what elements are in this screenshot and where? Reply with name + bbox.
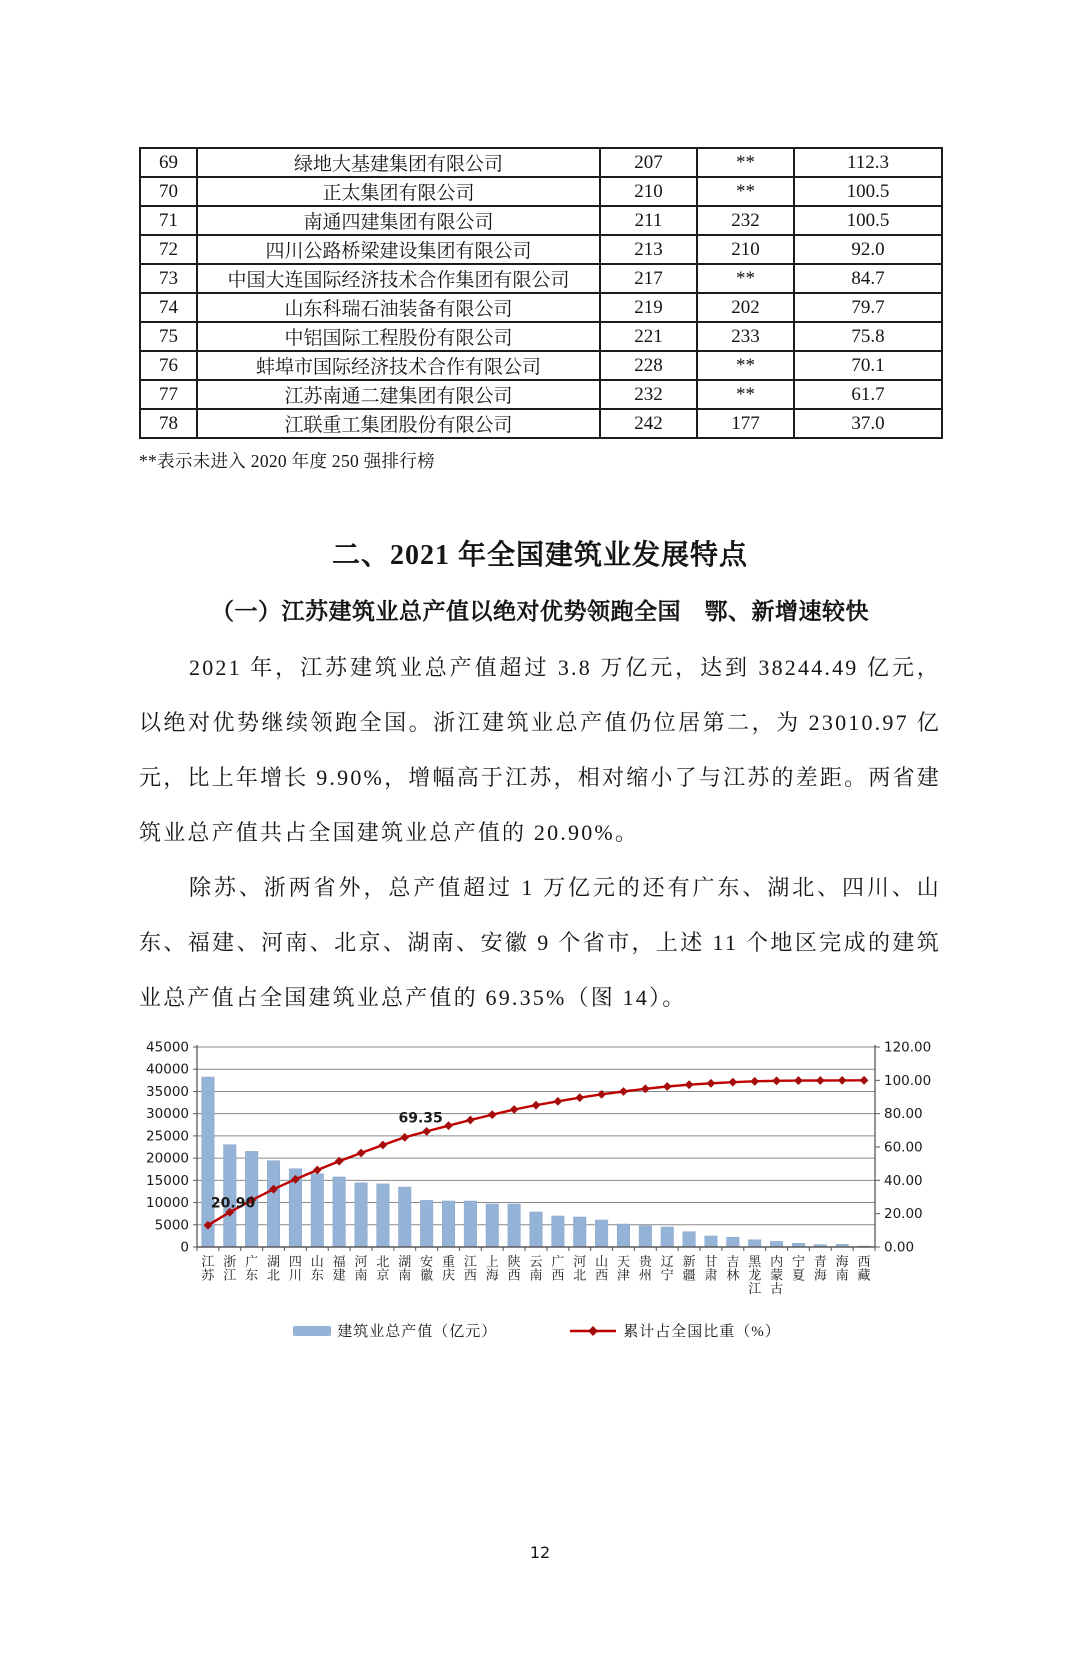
table-row [140, 177, 942, 206]
x-axis-category-label: 山西 [595, 1254, 609, 1283]
document-page [0, 147, 1080, 1674]
x-axis-category-label: 广西 [551, 1254, 565, 1283]
legend-item-bar-series [293, 1320, 497, 1341]
table-row [140, 264, 942, 293]
table-row [140, 206, 942, 235]
x-axis-category-label: 内蒙古 [770, 1254, 784, 1296]
rank-cell: 77 [140, 380, 197, 409]
rank-2021-cell: 232 [600, 380, 697, 409]
body-paragraph-2: 除苏、浙两省外，总产值超过 1 万亿元的还有广东、湖北、四川、山东、福建、河南、北京、湖南、安徽 9 个省市，上述 11 个地区完成的建筑业总产值占全国建筑业总产值的 69.35%（图 14）。 [139, 875, 941, 1010]
page-content [139, 147, 941, 1341]
rank-2021-cell: 221 [600, 322, 697, 351]
table-footnote: **表示未进入 2020 年度 250 强排行榜 [139, 451, 435, 471]
x-axis-category-label: 江苏 [201, 1254, 215, 1283]
score-cell: 37.0 [794, 409, 942, 438]
section-subheading: （一）江苏建筑业总产值以绝对优势领跑全国 鄂、新增速较快 [211, 599, 869, 624]
x-axis-category-label: 河南 [354, 1254, 368, 1283]
right-axis-tick-label: 80.00 [884, 1106, 923, 1123]
rank-2020-cell: 202 [697, 293, 794, 322]
x-axis-category-label: 陕西 [507, 1254, 521, 1283]
x-axis-category-label: 安徽 [420, 1254, 434, 1283]
left-axis-tick-label: 10000 [146, 1195, 189, 1212]
x-axis-category-label: 江西 [463, 1254, 477, 1283]
company-cell: 江联重工集团股份有限公司 [197, 409, 600, 438]
right-axis-tick-label: 20.00 [884, 1206, 923, 1223]
table-row [140, 235, 942, 264]
line-series-marker-icon [569, 1325, 617, 1337]
x-axis-category-label: 甘肃 [704, 1254, 718, 1283]
x-axis-category-label: 重庆 [442, 1254, 456, 1283]
rank-2021-cell: 213 [600, 235, 697, 264]
x-axis-category-label: 青海 [813, 1254, 827, 1283]
rank-cell: 71 [140, 206, 197, 235]
table-row [140, 293, 942, 322]
left-axis-tick-label: 30000 [146, 1106, 189, 1123]
score-cell: 100.5 [794, 206, 942, 235]
rank-cell: 73 [140, 264, 197, 293]
score-cell: 75.8 [794, 322, 942, 351]
rank-2021-cell: 210 [600, 177, 697, 206]
legend-label-line-series: 累计占全国比重（%） [623, 1324, 781, 1340]
x-axis-category-label: 湖南 [398, 1254, 412, 1283]
right-axis-tick-label: 100.00 [884, 1072, 932, 1089]
x-axis-category-label: 辽宁 [660, 1254, 674, 1283]
left-axis-tick-label: 15000 [146, 1172, 189, 1189]
figure-14 [142, 1039, 932, 1341]
x-axis-category-label: 黑龙江 [748, 1254, 762, 1296]
company-cell: 绿地大基建集团有限公司 [197, 148, 600, 177]
rank-2020-cell: 210 [697, 235, 794, 264]
x-axis-category-label: 海南 [835, 1254, 849, 1283]
body-paragraph-1: 2021 年，江苏建筑业总产值超过 3.8 万亿元，达到 38244.49 亿元，以绝对优势继续领跑全国。浙江建筑业总产值仍位居第二，为 23010.97 亿元，比上年增长 9.90%，增幅高于江苏，相对缩小了与江苏的差距。两省建筑业总产值共占全国建筑业总产值的 20.90%。 [139, 655, 941, 845]
chart-legend [142, 1320, 932, 1341]
left-axis-tick-label: 45000 [146, 1039, 189, 1056]
rank-2020-cell: ** [697, 177, 794, 206]
score-cell: 70.1 [794, 351, 942, 380]
rank-2021-cell: 207 [600, 148, 697, 177]
company-cell: 南通四建集团有限公司 [197, 206, 600, 235]
company-cell: 四川公路桥梁建设集团有限公司 [197, 235, 600, 264]
left-axis-tick-label: 25000 [146, 1128, 189, 1145]
table-row [140, 409, 942, 438]
legend-item-line-series [569, 1320, 781, 1341]
x-axis-category-label: 西藏 [857, 1254, 871, 1283]
company-cell: 蚌埠市国际经济技术合作有限公司 [197, 351, 600, 380]
rank-cell: 69 [140, 148, 197, 177]
x-axis-category-label: 福建 [332, 1254, 346, 1283]
rank-cell: 75 [140, 322, 197, 351]
right-axis-tick-label: 40.00 [884, 1172, 923, 1189]
x-axis-category-label: 四川 [288, 1254, 302, 1283]
rank-cell: 72 [140, 235, 197, 264]
bar-series-swatch-icon [293, 1326, 331, 1336]
company-cell: 正太集团有限公司 [197, 177, 600, 206]
rank-cell: 74 [140, 293, 197, 322]
rank-cell: 70 [140, 177, 197, 206]
page-number: 12 [529, 1543, 551, 1562]
x-axis-category-label: 山东 [310, 1254, 324, 1283]
x-axis-category-label: 湖北 [267, 1254, 281, 1283]
line-data-label: 69.35 [398, 1110, 443, 1127]
rank-2020-cell: ** [697, 148, 794, 177]
pareto-chart-svg [142, 1039, 932, 1309]
x-axis-category-label: 河北 [573, 1254, 587, 1283]
company-cell: 中铝国际工程股份有限公司 [197, 322, 600, 351]
rank-cell: 76 [140, 351, 197, 380]
x-axis-category-label: 北京 [376, 1254, 390, 1283]
x-axis-category-label: 云南 [529, 1254, 543, 1283]
rank-2021-cell: 217 [600, 264, 697, 293]
right-axis-tick-label: 120.00 [884, 1039, 932, 1056]
company-cell: 山东科瑞石油装备有限公司 [197, 293, 600, 322]
x-axis-category-label: 浙江 [223, 1254, 237, 1283]
rank-2020-cell: 233 [697, 322, 794, 351]
company-cell: 江苏南通二建集团有限公司 [197, 380, 600, 409]
rank-2021-cell: 211 [600, 206, 697, 235]
rank-2021-cell: 242 [600, 409, 697, 438]
table-row [140, 322, 942, 351]
rank-2021-cell: 228 [600, 351, 697, 380]
figure-14-chart [142, 1039, 932, 1314]
x-axis-category-label: 新疆 [682, 1254, 696, 1283]
ranking-table [139, 147, 943, 439]
x-axis-category-label: 天津 [616, 1254, 630, 1283]
score-cell: 61.7 [794, 380, 942, 409]
x-axis-category-label: 上海 [485, 1254, 499, 1283]
left-axis-tick-label: 5000 [154, 1217, 189, 1234]
company-cell: 中国大连国际经济技术合作集团有限公司 [197, 264, 600, 293]
section-heading: 二、2021 年全国建筑业发展特点 [331, 540, 748, 571]
score-cell: 92.0 [794, 235, 942, 264]
score-cell: 84.7 [794, 264, 942, 293]
rank-2020-cell: 232 [697, 206, 794, 235]
line-data-label: 20.90 [210, 1195, 256, 1212]
ranking-table-body [140, 148, 942, 438]
table-row [140, 351, 942, 380]
right-axis-tick-label: 0.00 [884, 1239, 915, 1256]
rank-cell: 78 [140, 409, 197, 438]
left-axis-tick-label: 35000 [146, 1083, 189, 1100]
x-axis-category-label: 宁夏 [791, 1254, 805, 1283]
table-row [140, 148, 942, 177]
score-cell: 79.7 [794, 293, 942, 322]
x-axis-category-label: 贵州 [638, 1254, 652, 1283]
right-axis-tick-label: 60.00 [884, 1139, 923, 1156]
rank-2020-cell: ** [697, 264, 794, 293]
score-cell: 100.5 [794, 177, 942, 206]
rank-2020-cell: 177 [697, 409, 794, 438]
rank-2020-cell: ** [697, 351, 794, 380]
left-axis-tick-label: 0 [180, 1239, 189, 1256]
x-axis-category-label: 广东 [245, 1254, 259, 1283]
score-cell: 112.3 [794, 148, 942, 177]
table-row [140, 380, 942, 409]
x-axis-category-label: 吉林 [726, 1254, 740, 1283]
left-axis-tick-label: 20000 [146, 1150, 189, 1167]
legend-label-bar-series: 建筑业总产值（亿元） [337, 1324, 498, 1340]
rank-2020-cell: ** [697, 380, 794, 409]
left-axis-tick-label: 40000 [146, 1061, 189, 1078]
rank-2021-cell: 219 [600, 293, 697, 322]
